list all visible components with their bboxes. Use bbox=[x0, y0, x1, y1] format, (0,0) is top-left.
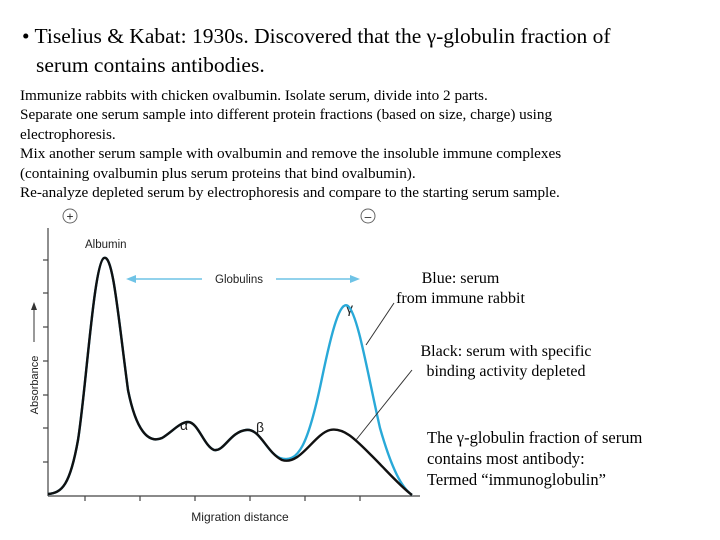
immunoglobulin-annotation bbox=[427, 427, 642, 490]
serum-annotation-line: Blue: serum bbox=[421, 270, 500, 287]
svg-text:–: – bbox=[364, 209, 372, 224]
gamma-label: γ bbox=[346, 300, 353, 316]
beta-label: β bbox=[256, 419, 265, 435]
body-line: Immunize rabbits with chicken ovalbumin. Isolate serum, divide into 2 parts. bbox=[20, 87, 488, 104]
yaxis-label-group bbox=[29, 302, 41, 414]
body-line: Separate one serum sample into different protein fractions (based on size, charge) using bbox=[20, 106, 553, 124]
xaxis-label: Migration distance bbox=[191, 510, 289, 524]
serum-annotation-line: from immune rabbit bbox=[396, 290, 525, 307]
albumin-label: Albumin bbox=[85, 239, 127, 251]
anode-marker bbox=[63, 209, 77, 224]
svg-text:+: + bbox=[66, 209, 74, 224]
main-bullet bbox=[22, 22, 712, 80]
serum-curve bbox=[48, 258, 412, 495]
body-line: electrophoresis. bbox=[20, 125, 116, 143]
body-line: Re-analyze depleted serum by electrophoresis and compare to the starting serum sample. bbox=[20, 184, 560, 202]
globulins-label: Globulins bbox=[215, 274, 263, 286]
yaxis-label: Absorbance bbox=[29, 355, 41, 415]
depleted-annotation-line: binding activity depleted bbox=[426, 363, 586, 380]
depleted-annotation bbox=[406, 342, 606, 382]
body-line: (containing ovalbumin plus serum proteins that bind ovalbumin). bbox=[20, 164, 416, 182]
body-line: Mix another serum sample with ovalbumin and remove the insoluble immune complexes bbox=[20, 145, 562, 163]
bullet-line-2: serum contains antibodies. bbox=[36, 53, 265, 77]
experiment-description bbox=[20, 86, 710, 202]
bullet-line-1: • Tiselius & Kabat: 1930s. Discovered that the γ-globulin fraction of bbox=[22, 24, 611, 48]
depleted-serum-curve bbox=[48, 258, 412, 495]
immunoglobulin-annotation-line: Termed “immunoglobulin” bbox=[427, 470, 606, 489]
blue-pointer-line bbox=[366, 303, 394, 345]
depleted-annotation-line: Black: serum with specific bbox=[420, 343, 592, 360]
cathode-marker bbox=[361, 209, 375, 224]
alpha-label: α bbox=[180, 417, 189, 433]
black-pointer-line bbox=[356, 370, 412, 440]
serum-annotation bbox=[388, 269, 533, 309]
immunoglobulin-annotation-line: contains most antibody: bbox=[427, 449, 585, 468]
globulins-arrow bbox=[126, 274, 360, 286]
immunoglobulin-annotation-line: The γ-globulin fraction of serum bbox=[427, 428, 643, 447]
